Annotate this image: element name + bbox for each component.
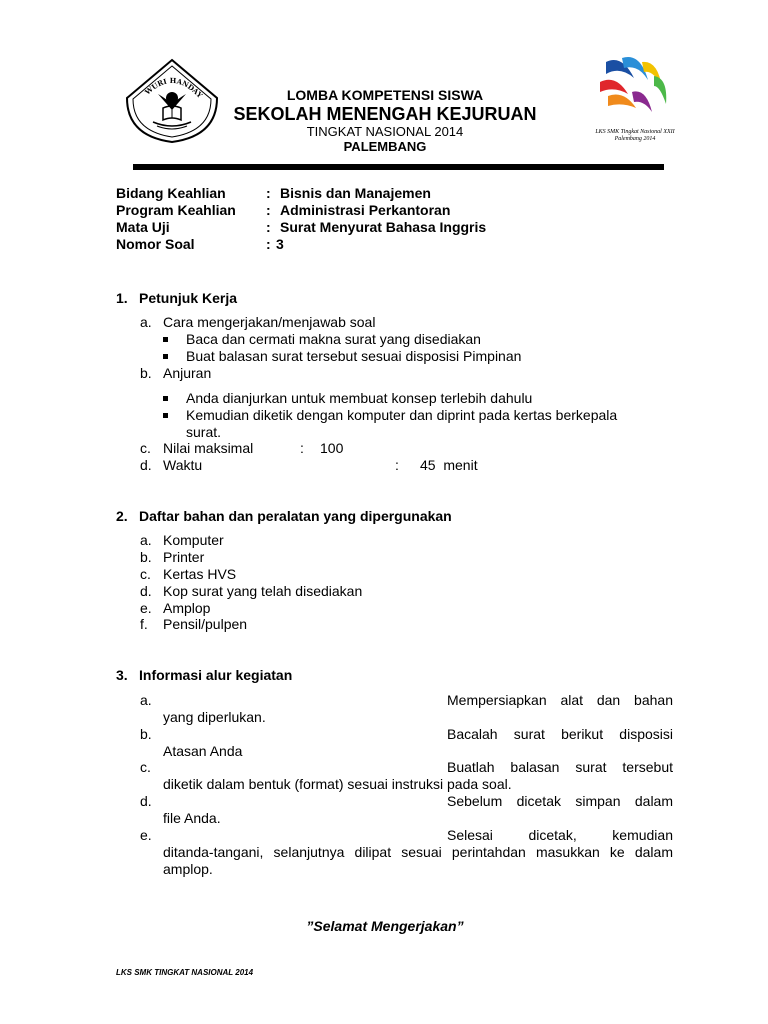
item-marker: d.	[140, 793, 152, 809]
item-text: Pensil/pulpen	[163, 616, 248, 632]
level-title: TINGKAT NASIONAL 2014	[306, 124, 464, 139]
section-number: 2.	[116, 508, 128, 524]
bullet-icon	[163, 413, 168, 418]
item-text: Kertas HVS	[163, 566, 237, 582]
info-label: Bidang Keahlian	[116, 185, 226, 201]
item-marker: b.	[140, 726, 152, 742]
item-text-start: Mempersiapkan alat dan bahan	[447, 692, 673, 708]
item-marker: a.	[140, 314, 152, 330]
item-marker: c.	[140, 440, 151, 456]
closing-message: ”Selamat Mengerjakan”	[306, 918, 464, 934]
logo-caption-1: LKS SMK Tingkat Nasional XXII	[595, 129, 675, 135]
info-value: Administrasi Perkantoran	[280, 202, 451, 218]
info-value: 3	[276, 236, 284, 252]
item-marker: f.	[140, 616, 148, 632]
page-footer: LKS SMK TINGKAT NASIONAL 2014	[116, 968, 254, 977]
info-value: Bisnis dan Manajemen	[280, 185, 431, 201]
logo-caption-2: Palembang 2014	[614, 136, 656, 142]
bullet-text: surat.	[186, 424, 222, 440]
item-marker: a.	[140, 532, 152, 548]
bullet-icon	[163, 396, 168, 401]
bullet-text: Baca dan cermati makna surat yang disediakan	[186, 331, 481, 347]
bullet-icon	[163, 354, 168, 359]
competition-title: LOMBA KOMPETENSI SISWA	[286, 87, 484, 103]
info-colon: :	[266, 185, 271, 201]
item-value: 45 menit	[420, 457, 478, 473]
section-title: Daftar bahan dan peralatan yang dipergunakan	[139, 508, 452, 524]
item-colon: :	[395, 457, 399, 473]
item-value: 100	[320, 440, 344, 456]
header-divider	[133, 164, 664, 170]
school-title: SEKOLAH MENENGAH KEJURUAN	[233, 104, 537, 124]
info-label: Program Keahlian	[116, 202, 236, 218]
item-text: Cara mengerjakan/menjawab soal	[163, 314, 376, 330]
item-text-start: Sebelum dicetak simpan dalam	[447, 793, 673, 809]
item-marker: e.	[140, 827, 152, 843]
item-text: Anjuran	[163, 365, 212, 381]
info-value: Surat Menyurat Bahasa Inggris	[280, 219, 487, 235]
item-text-start: Buatlah balasan surat tersebut	[447, 759, 673, 775]
section-number: 3.	[116, 667, 128, 683]
item-text: Nilai maksimal	[163, 440, 254, 456]
info-label: Nomor Soal	[116, 236, 195, 252]
bullet-text: Buat balasan surat tersebut sesuai disposisi Pimpinan	[186, 348, 522, 364]
item-marker: e.	[140, 600, 152, 616]
info-colon: :	[266, 202, 271, 218]
item-marker: a.	[140, 692, 152, 708]
info-colon: :	[266, 236, 271, 252]
item-marker: d.	[140, 583, 152, 599]
item-text-rest: diketik dalam bentuk (format) sesuai instruksi pada soal.	[163, 776, 512, 792]
item-marker: c.	[140, 566, 151, 582]
item-text: Komputer	[163, 532, 224, 548]
bullet-text: Kemudian diketik dengan komputer dan diprint pada kertas berkepala	[186, 407, 618, 423]
section-number: 1.	[116, 290, 128, 306]
item-text-rest: file Anda.	[163, 810, 221, 826]
item-text-rest: Atasan Anda	[163, 743, 243, 759]
item-text-start: Selesai dicetak, kemudian	[447, 827, 673, 843]
item-text: Printer	[163, 549, 205, 565]
item-colon: :	[300, 440, 304, 456]
item-text-start: Bacalah surat berikut disposisi	[447, 726, 673, 742]
section-title: Informasi alur kegiatan	[139, 667, 293, 683]
info-label: Mata Uji	[116, 219, 170, 235]
item-text: Amplop	[163, 600, 211, 616]
bullet-icon	[163, 337, 168, 342]
item-text: Waktu	[163, 457, 203, 473]
section-title: Petunjuk Kerja	[139, 290, 238, 306]
item-text-rest: ditanda-tangani, selanjutnya dilipat sesuai perintahdan masukkan ke dalam amplop.	[163, 844, 673, 877]
item-marker: d.	[140, 457, 152, 473]
item-text: Kop surat yang telah disediakan	[163, 583, 363, 599]
item-marker: c.	[140, 759, 151, 775]
logo-motto: WURI HANDAY	[142, 75, 205, 100]
item-marker: b.	[140, 365, 152, 381]
item-text-rest: yang diperlukan.	[163, 709, 266, 725]
item-marker: b.	[140, 549, 152, 565]
city-title: PALEMBANG	[343, 139, 427, 154]
bullet-text: Anda dianjurkan untuk membuat konsep terlebih dahulu	[186, 390, 533, 406]
lks-smk-logo	[592, 52, 676, 148]
info-colon: :	[266, 219, 271, 235]
